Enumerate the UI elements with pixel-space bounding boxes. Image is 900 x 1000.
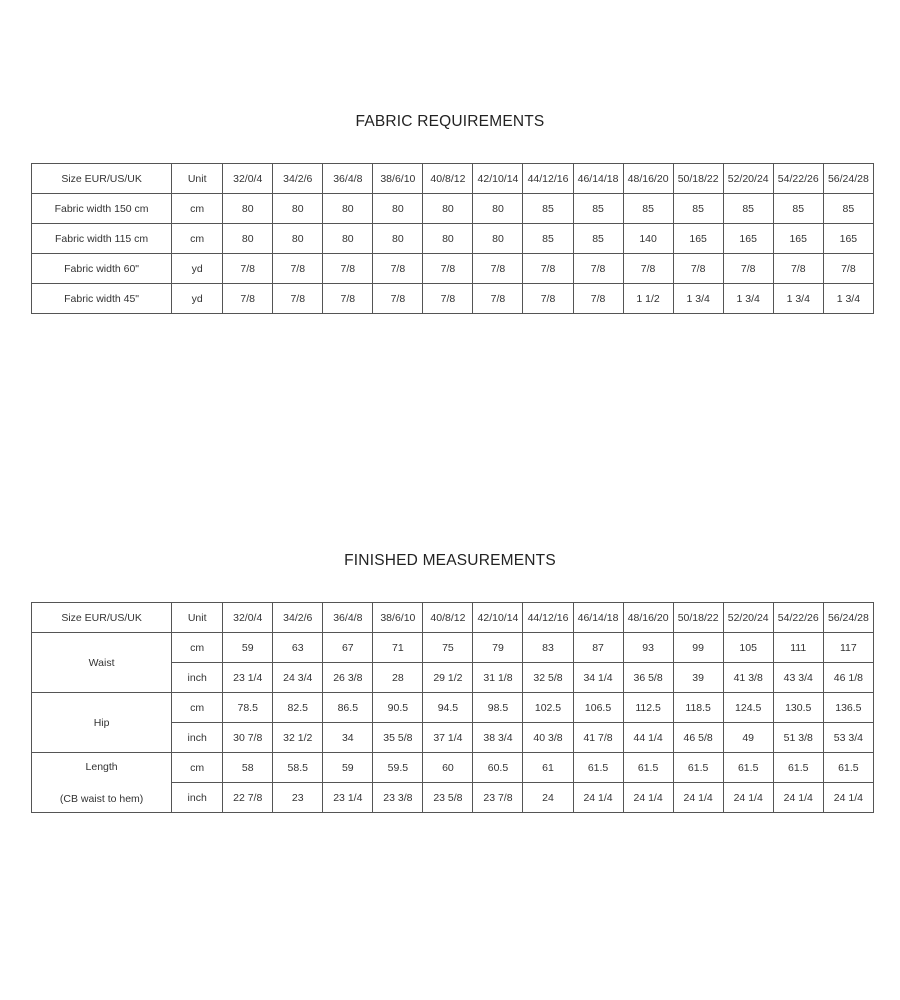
table-cell: 7/8 [373, 254, 423, 284]
table-cell: 24 1/4 [573, 783, 623, 813]
measurement-label [32, 753, 172, 813]
table-cell: 23 3/8 [373, 783, 423, 813]
table-cell: 1 3/4 [823, 284, 873, 314]
table-cell: 31 1/8 [473, 663, 523, 693]
table-cell: 7/8 [223, 254, 273, 284]
table-cell: 24 1/4 [823, 783, 873, 813]
table-cell: 83 [523, 633, 573, 663]
table-cell: 60.5 [473, 753, 523, 783]
row-unit: inch [172, 783, 223, 813]
table-cell: 32 5/8 [523, 663, 573, 693]
table-cell: 24 3/4 [273, 663, 323, 693]
table-cell: 63 [273, 633, 323, 663]
table-cell: 32 1/2 [273, 723, 323, 753]
measurement-label [32, 633, 172, 693]
table-cell: 124.5 [723, 693, 773, 723]
table-cell: 75 [423, 633, 473, 663]
table-cell: 85 [723, 194, 773, 224]
table-cell: 80 [273, 224, 323, 254]
table-cell: 36 5/8 [623, 663, 673, 693]
table-cell: 130.5 [773, 693, 823, 723]
table-cell: 24 1/4 [723, 783, 773, 813]
row-unit: inch [172, 723, 223, 753]
table-cell: 30 7/8 [223, 723, 273, 753]
table-cell: 37 1/4 [423, 723, 473, 753]
table-cell: 85 [823, 194, 873, 224]
table-cell: 99 [673, 633, 723, 663]
table-cell: 85 [773, 194, 823, 224]
table-cell: 61.5 [673, 753, 723, 783]
table-cell: 7/8 [273, 284, 323, 314]
header-size: 44/12/16 [523, 164, 573, 194]
table-cell: 80 [373, 224, 423, 254]
table-cell: 34 1/4 [573, 663, 623, 693]
table-cell: 85 [523, 194, 573, 224]
table-cell: 34 [323, 723, 373, 753]
table-cell: 112.5 [623, 693, 673, 723]
measurement-label [32, 693, 172, 753]
header-size: 46/14/18 [573, 164, 623, 194]
table-cell: 61.5 [823, 753, 873, 783]
table-cell: 61.5 [573, 753, 623, 783]
table-cell: 41 7/8 [573, 723, 623, 753]
table-cell: 59 [223, 633, 273, 663]
table-cell: 23 [273, 783, 323, 813]
table-cell: 7/8 [573, 254, 623, 284]
table-cell: 85 [623, 194, 673, 224]
table-cell: 98.5 [473, 693, 523, 723]
table-cell: 93 [623, 633, 673, 663]
table-cell: 85 [673, 194, 723, 224]
row-unit: cm [172, 194, 223, 224]
finished-measurements-title: FINISHED MEASUREMENTS [344, 552, 556, 569]
header-size: 36/4/8 [323, 603, 373, 633]
table-cell: 60 [423, 753, 473, 783]
header-unit: Unit [172, 603, 223, 633]
header-size: 56/24/28 [823, 164, 873, 194]
table-cell: 80 [323, 194, 373, 224]
measurement-label-block [32, 701, 171, 745]
header-size: 42/10/14 [473, 164, 523, 194]
table-cell: 80 [223, 224, 273, 254]
table-cell: 29 1/2 [423, 663, 473, 693]
table-row [32, 194, 874, 224]
header-size: 40/8/12 [423, 603, 473, 633]
row-unit: cm [172, 693, 223, 723]
header-size-label: Size EUR/US/UK [32, 164, 172, 194]
table-cell: 7/8 [373, 284, 423, 314]
table-cell: 7/8 [573, 284, 623, 314]
header-size: 34/2/6 [273, 603, 323, 633]
table-cell: 51 3/8 [773, 723, 823, 753]
table-cell: 7/8 [323, 254, 373, 284]
table-cell: 59 [323, 753, 373, 783]
table-cell: 44 1/4 [623, 723, 673, 753]
table-cell: 7/8 [473, 254, 523, 284]
table-cell: 94.5 [423, 693, 473, 723]
table-row [32, 254, 874, 284]
table-cell: 165 [823, 224, 873, 254]
header-size: 44/12/16 [523, 603, 573, 633]
table-cell: 1 3/4 [723, 284, 773, 314]
table-cell: 111 [773, 633, 823, 663]
table-cell: 71 [373, 633, 423, 663]
table-cell: 7/8 [823, 254, 873, 284]
row-label: Fabric width 45" [32, 284, 172, 314]
header-size: 50/18/22 [673, 164, 723, 194]
table-cell: 106.5 [573, 693, 623, 723]
table-cell: 61.5 [723, 753, 773, 783]
table-cell: 7/8 [323, 284, 373, 314]
table-cell: 49 [723, 723, 773, 753]
table-cell: 105 [723, 633, 773, 663]
table-row [32, 753, 874, 783]
table-cell: 85 [573, 224, 623, 254]
table-cell: 24 1/4 [773, 783, 823, 813]
header-size: 38/6/10 [373, 164, 423, 194]
header-unit: Unit [172, 164, 223, 194]
table-cell: 87 [573, 633, 623, 663]
table-cell: 7/8 [423, 284, 473, 314]
table-cell: 22 7/8 [223, 783, 273, 813]
table-row [32, 693, 874, 723]
header-size: 52/20/24 [723, 603, 773, 633]
table-cell: 23 1/4 [223, 663, 273, 693]
measurement-label-block [32, 761, 171, 805]
row-unit: cm [172, 224, 223, 254]
header-size: 52/20/24 [723, 164, 773, 194]
table-cell: 23 7/8 [473, 783, 523, 813]
table-cell: 117 [823, 633, 873, 663]
table-cell: 53 3/4 [823, 723, 873, 753]
table-cell: 80 [423, 194, 473, 224]
table-cell: 80 [473, 194, 523, 224]
table-cell: 78.5 [223, 693, 273, 723]
header-size: 56/24/28 [823, 603, 873, 633]
row-unit: cm [172, 753, 223, 783]
table-cell: 7/8 [273, 254, 323, 284]
table-cell: 7/8 [523, 254, 573, 284]
table-cell: 61.5 [623, 753, 673, 783]
table-cell: 7/8 [473, 284, 523, 314]
header-size: 42/10/14 [473, 603, 523, 633]
row-unit: yd [172, 284, 223, 314]
row-label: Fabric width 115 cm [32, 224, 172, 254]
measurement-name: Waist [88, 656, 115, 669]
table-cell: 86.5 [323, 693, 373, 723]
table-cell: 58 [223, 753, 273, 783]
row-unit: inch [172, 663, 223, 693]
table-cell: 7/8 [773, 254, 823, 284]
table-cell: 80 [373, 194, 423, 224]
table-cell: 46 1/8 [823, 663, 873, 693]
table-cell: 23 5/8 [423, 783, 473, 813]
row-unit: yd [172, 254, 223, 284]
table-cell: 165 [723, 224, 773, 254]
measurement-name: Hip [93, 716, 110, 729]
table-row [32, 224, 874, 254]
table-cell: 7/8 [623, 254, 673, 284]
header-size: 36/4/8 [323, 164, 373, 194]
table-header-row [32, 164, 874, 194]
header-size: 48/16/20 [623, 164, 673, 194]
header-size: 46/14/18 [573, 603, 623, 633]
table-cell: 59.5 [373, 753, 423, 783]
table-cell: 67 [323, 633, 373, 663]
row-label: Fabric width 150 cm [32, 194, 172, 224]
table-cell: 61.5 [773, 753, 823, 783]
table-cell: 23 1/4 [323, 783, 373, 813]
header-size-label: Size EUR/US/UK [32, 603, 172, 633]
header-size: 54/22/26 [773, 603, 823, 633]
table-cell: 39 [673, 663, 723, 693]
table-cell: 80 [473, 224, 523, 254]
table-cell: 165 [773, 224, 823, 254]
table-cell: 7/8 [523, 284, 573, 314]
table-cell: 1 1/2 [623, 284, 673, 314]
row-label: Fabric width 60" [32, 254, 172, 284]
fabric-requirements-title: FABRIC REQUIREMENTS [355, 113, 545, 130]
header-size: 54/22/26 [773, 164, 823, 194]
table-cell: 28 [373, 663, 423, 693]
table-cell: 165 [673, 224, 723, 254]
table-cell: 1 3/4 [673, 284, 723, 314]
table-cell: 7/8 [673, 254, 723, 284]
table-cell: 80 [423, 224, 473, 254]
finished-measurements-table [31, 602, 874, 813]
table-cell: 102.5 [523, 693, 573, 723]
table-cell: 82.5 [273, 693, 323, 723]
table-cell: 80 [323, 224, 373, 254]
table-cell: 85 [573, 194, 623, 224]
measurement-label-block [32, 641, 171, 685]
table-cell: 79 [473, 633, 523, 663]
header-size: 38/6/10 [373, 603, 423, 633]
table-cell: 7/8 [723, 254, 773, 284]
table-header-row [32, 603, 874, 633]
table-cell: 85 [523, 224, 573, 254]
fabric-requirements-table [31, 163, 874, 314]
table-cell: 58.5 [273, 753, 323, 783]
table-cell: 24 [523, 783, 573, 813]
table-cell: 90.5 [373, 693, 423, 723]
table-cell: 40 3/8 [523, 723, 573, 753]
table-cell: 7/8 [423, 254, 473, 284]
table-row [32, 633, 874, 663]
table-cell: 118.5 [673, 693, 723, 723]
row-unit: cm [172, 633, 223, 663]
header-size: 32/0/4 [223, 603, 273, 633]
header-size: 50/18/22 [673, 603, 723, 633]
table-cell: 46 5/8 [673, 723, 723, 753]
header-size: 34/2/6 [273, 164, 323, 194]
table-cell: 41 3/8 [723, 663, 773, 693]
table-cell: 80 [223, 194, 273, 224]
measurement-name: Length [85, 760, 118, 773]
header-size: 32/0/4 [223, 164, 273, 194]
table-cell: 24 1/4 [673, 783, 723, 813]
table-cell: 38 3/4 [473, 723, 523, 753]
table-cell: 1 3/4 [773, 284, 823, 314]
table-cell: 80 [273, 194, 323, 224]
table-row [32, 284, 874, 314]
header-size: 40/8/12 [423, 164, 473, 194]
table-cell: 140 [623, 224, 673, 254]
table-cell: 24 1/4 [623, 783, 673, 813]
table-cell: 26 3/8 [323, 663, 373, 693]
table-cell: 61 [523, 753, 573, 783]
table-cell: 35 5/8 [373, 723, 423, 753]
header-size: 48/16/20 [623, 603, 673, 633]
measurement-sublabel: (CB waist to hem) [59, 792, 144, 805]
table-cell: 7/8 [223, 284, 273, 314]
table-cell: 136.5 [823, 693, 873, 723]
table-cell: 43 3/4 [773, 663, 823, 693]
